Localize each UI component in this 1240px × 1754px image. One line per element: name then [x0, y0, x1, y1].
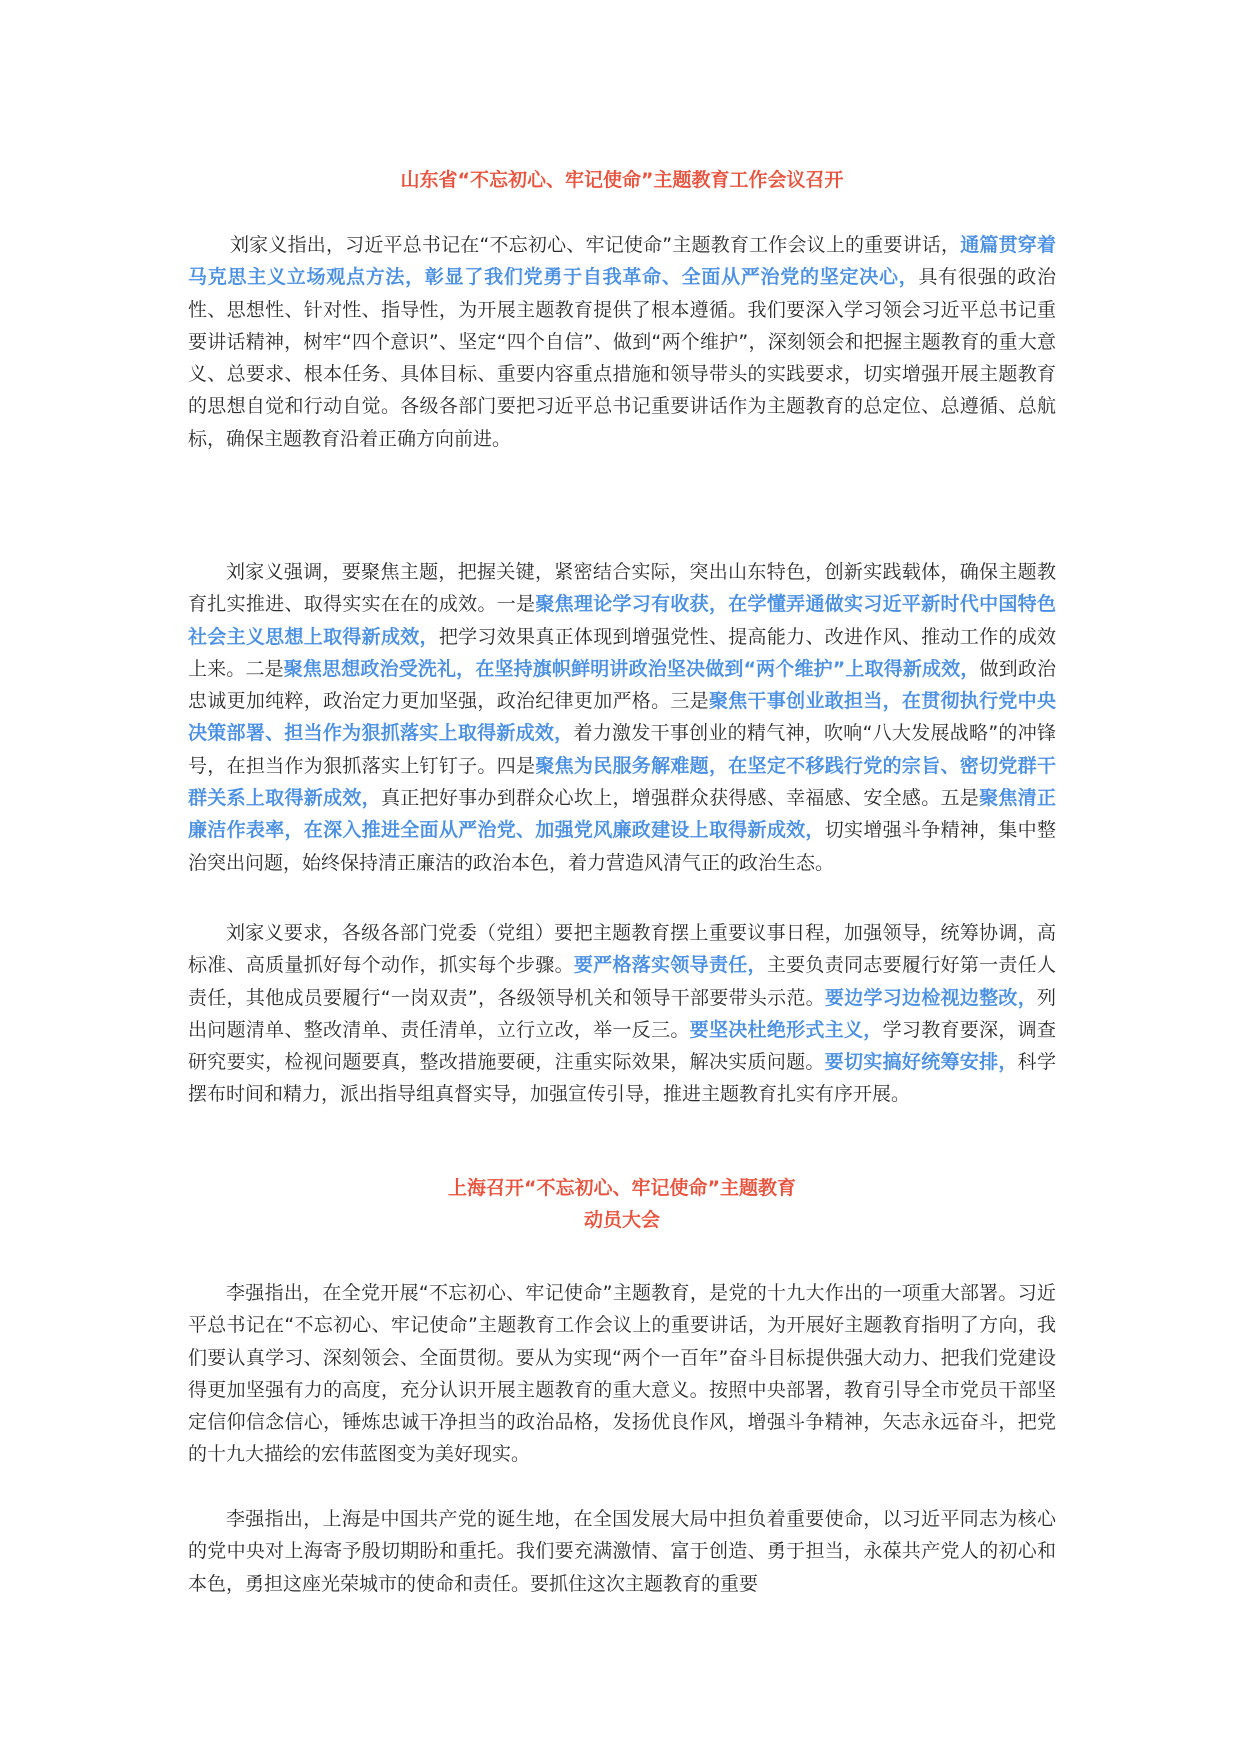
- highlight-run: 聚焦为民服务解难题，在坚定不移践行党的宗旨、密切党群干群关系上取得新成效，: [188, 754, 1056, 810]
- text-run: 列出问题清单、整改清单、责任清单，立行立改，举一反三。: [188, 986, 1056, 1041]
- text-run: 主要负责同志要履行好第一责任人责任，其他成员要履行“一岗双责”，各级领导机关和领导干部要带头示范。: [188, 954, 1056, 1009]
- paragraph-5: 李强指出，上海是中国共产党的诞生地，在全国发展大局中担负着重要使命，以习近平同志为核心的党中央对上海寄予殷切期盼和重托。我们要充满激情、富于创造、勇于担当，永葆共产党人的初心和本色，勇担这座光荣城市的使命和责任。要抓住这次主题教育的重要: [188, 1508, 1056, 1595]
- section-title-line: 动员大会: [583, 1209, 660, 1231]
- text-run: 切实增强斗争精神，集中整治突出问题，始终保持清正廉洁的政治本色，着力营造风清气正的政治生态。: [188, 819, 1056, 874]
- highlight-run: 聚焦干事创业敢担当，在贯彻执行党中央决策部署、担当作为狠抓落实上取得新成效，: [188, 690, 1056, 745]
- highlight-run: 要切实搞好统筹安排，: [824, 1051, 1018, 1074]
- text-run: 刘家义指出，习近平总书记在“不忘初心、牢记使命”主题教育工作会议上的重要讲话，: [210, 234, 961, 256]
- text-run: 学习教育要深，调查研究要实，检视问题要真，整改措施要硬，注重实际效果，解决实质问题。: [188, 1018, 1056, 1074]
- paragraph-4: 李强指出，在全党开展“不忘初心、牢记使命”主题教育，是党的十九大作出的一项重大部署。习近平总书记在“不忘初心、牢记使命”主题教育工作会议上的重要讲话，为开展好主题教育指明了方向，我们要认真学习、深刻领会、全面贯彻。要从为实现“两个一百年”奋斗目标提供强大动力、把我们党建设得更加坚强有力的高度，充分认识开展主题教育的重大意义。按照中央部署，教育引导全市党员干部坚定信仰信念信心，锤炼忠诚干净担当的政治品格，发扬优良作风，增强斗争精神，矢志永远奋斗，把党的十九大描绘的宏伟蓝图变为美好现实。: [188, 1282, 1056, 1466]
- highlight-run: 聚焦清正廉洁作表率，在深入推进全面从严治党、加强党风廉政建设上取得新成效，: [188, 787, 1056, 842]
- section-title-line: 上海召开“不忘初心、牢记使命”主题教育: [448, 1177, 796, 1199]
- text-run: 具有很强的政治性、思想性、针对性、指导性，为开展主题教育提供了根本遵循。我们要深入学习领会习近平总书记重要讲话精神，树牢“四个意识”、坚定“四个自信”、做到“两个维护”，深刻领会和把握主题教育的重大意义、总要求、根本任务、具体目标、重要内容重点措施和领导带头的实践要求，切实增强开展主题教育的思想自觉和行动自觉。各级各部门要把习近平总书记重要讲话作为主题教育的总定位、总遵循、总航标，确保主题教育沿着正确方向前进。: [188, 266, 1056, 450]
- highlight-run: 要边学习边检视边整改，: [824, 986, 1037, 1009]
- highlight-run: 聚焦思想政治受洗礼，在坚持旗帜鲜明讲政治坚决做到“两个维护”上取得新成效，: [283, 657, 980, 680]
- text-run: 把学习效果真正体现到增强党性、提高能力、改进作风、推动工作的成效上来。二是: [188, 625, 1056, 680]
- text-run: 刘家义要求，各级各部门党委（党组）要把主题教育摆上重要议事日程，加强领导，统筹协调，高标准、高质量抓好每个动作，抓实每个步骤。: [188, 922, 1056, 977]
- text-run: 刘家义强调，要聚焦主题，把握关键，紧密结合实际，突出山东特色，创新实践载体，确保主题教育扎实推进、取得实实在在的成效。一是: [188, 561, 1056, 616]
- text-run: 着力激发干事创业的精气神，吹响“八大发展战略”的冲锋号，在担当作为狠抓落实上钉钉子。四是: [188, 722, 1056, 777]
- section-title-shanghai: [188, 1172, 1056, 1236]
- highlight-run: 通篇贯穿着马克思主义立场观点方法，彰显了我们党勇于自我革命、全面从严治党的坚定决心，: [188, 234, 1056, 289]
- highlight-run: 聚焦理论学习有收获，在学懂弄通做实习近平新时代中国特色社会主义思想上取得新成效，: [188, 593, 1056, 648]
- section-title-shandong: 山东省“不忘初心、牢记使命”主题教育工作会议召开: [400, 169, 844, 191]
- paragraph-2: [188, 556, 1056, 879]
- text-run: 科学摆布时间和精力，派出指导组真督实导，加强宣传引导，推进主题教育扎实有序开展。: [188, 1051, 1056, 1106]
- paragraph-3: [188, 917, 1056, 1111]
- paragraph-1: [188, 229, 1056, 455]
- highlight-run: 要严格落实领导责任，: [573, 954, 767, 977]
- text-run: 做到政治忠诚更加纯粹，政治定力更加坚强，政治纪律更加严格。三是: [188, 657, 1056, 713]
- highlight-run: 要坚决杜绝形式主义，: [689, 1018, 883, 1041]
- text-run: 真正把好事办到群众心坎上，增强群众获得感、幸福感、安全感。五是: [380, 787, 980, 810]
